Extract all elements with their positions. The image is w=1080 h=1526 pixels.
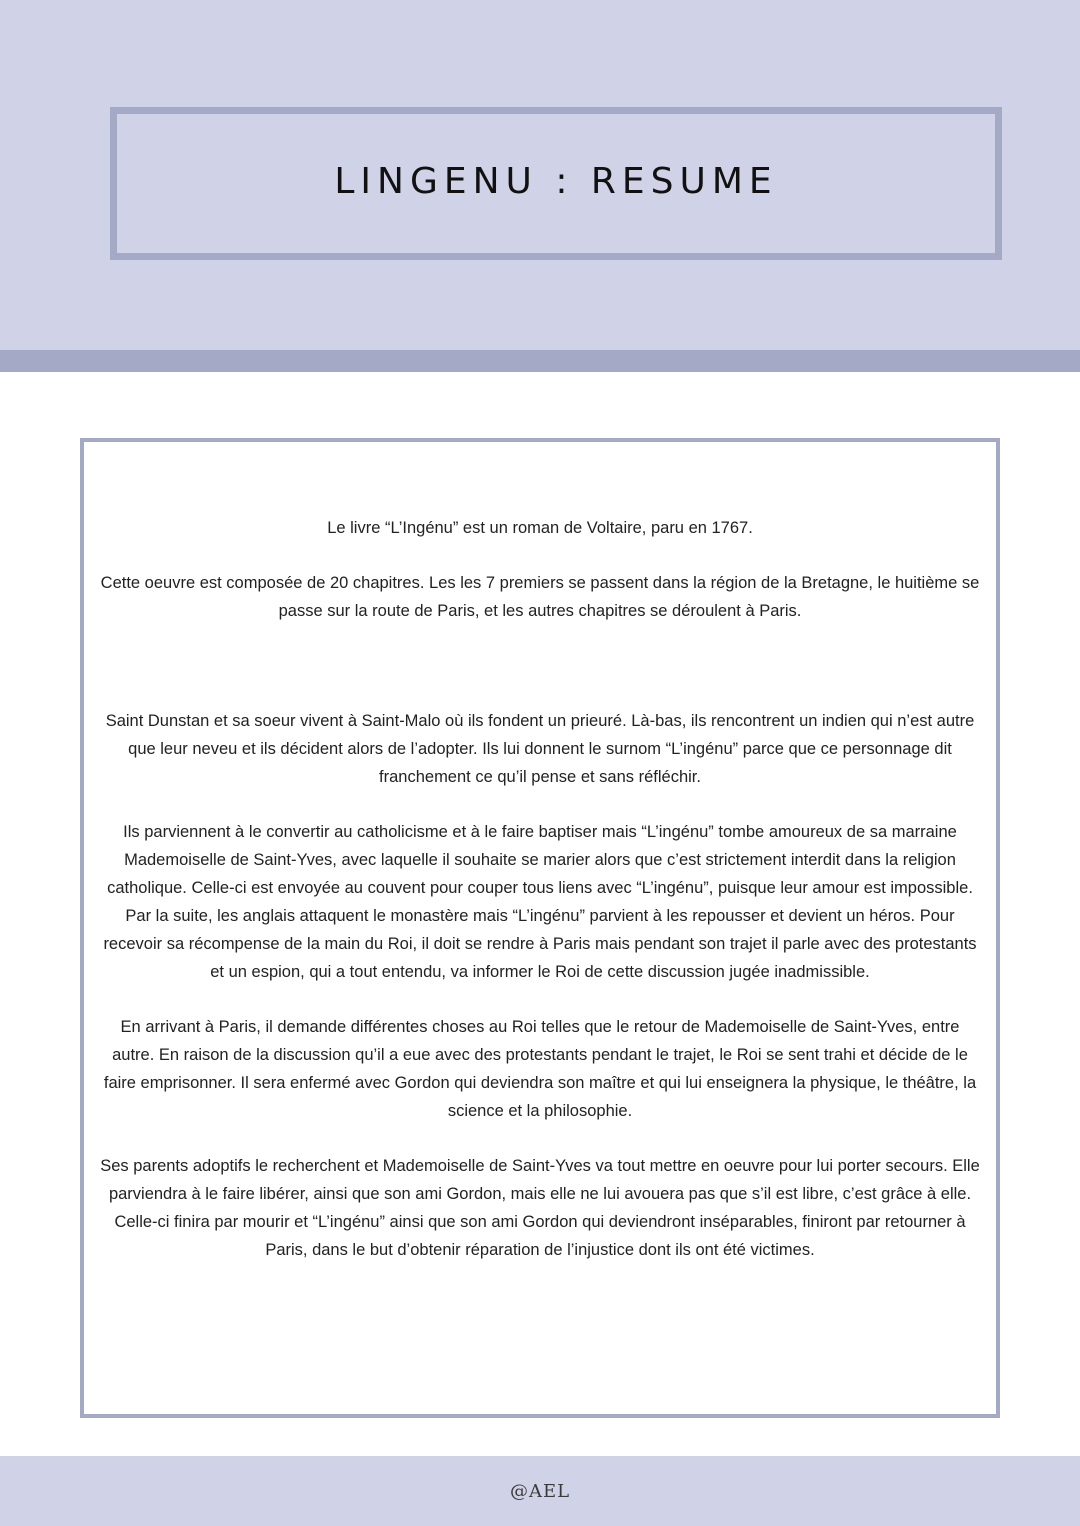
page-title: LINGENU : RESUME: [334, 161, 778, 202]
paragraph-conversion: Ils parviennent à le convertir au catholicisme et à le faire baptiser mais “L’ingénu” tombe amoureux de sa marraine Mademoiselle de Saint-Yves, avec laquelle il souhaite se marier alors que c’est strictement interdit dans la religion catholique. Celle-ci est envoyée au couvent pour couper tous liens avec “L’ingénu”, puisque leur amour est impossible. Par la suite, les anglais attaquent le monastère mais “L’ingénu” parvient à les repousser et devient un héros. Pour recevoir sa récompense de la main du Roi, il doit se rendre à Paris mais pendant son trajet il parle avec des protestants et un espion, qui a tout entendu, va informer le Roi de cette discussion jugée inadmissible.: [103, 823, 977, 981]
paragraph-saint-dunstan: Saint Dunstan et sa soeur vivent à Saint-Malo où ils fondent un prieuré. Là-bas, ils rencontrent un indien qui n’est autre que leur neveu et ils décident alors de l’adopter. Ils lui donnent le surnom “L’ingénu” parce que ce personnage dit franchement ce qu’il pense et sans réfléchir.: [105, 712, 975, 786]
paragraph-ending: Ses parents adoptifs le recherchent et Mademoiselle de Saint-Yves va tout mettre en oeuvre pour lui porter secours. Elle parviendra à le faire libérer, ainsi que son ami Gordon, mais elle ne lui avouera pas que s’il est libre, c’est grâce à elle. Celle-ci finira par mourir et “L’ingénu” ainsi que son ami Gordon qui deviendront inséparables, finiront par retourner à Paris, dans le but d’obtenir réparation de l’injustice dont ils ont été victimes.: [100, 1157, 980, 1259]
paragraph-structure: Cette oeuvre est composée de 20 chapitres. Les les 7 premiers se passent dans la région de la Bretagne, le huitième se passe sur la route de Paris, et les autres chapitres se déroulent à Paris.: [100, 574, 980, 620]
footer-band: [0, 1456, 1080, 1526]
header-band: [0, 0, 1080, 350]
paragraph-intro: Le livre “L’Ingénu” est un roman de Voltaire, paru en 1767.: [327, 519, 753, 537]
summary-text: [98, 514, 982, 1291]
title-box: [110, 107, 1002, 260]
header-divider: [0, 350, 1080, 372]
author-signature: @AEL: [509, 1480, 571, 1502]
content-card: [80, 438, 1000, 1418]
paragraph-paris: En arrivant à Paris, il demande différentes choses au Roi telles que le retour de Mademoiselle de Saint-Yves, entre autre. En raison de la discussion qu’il a eue avec des protestants pendant le trajet, le Roi se sent trahi et décide de le faire emprisonner. Il sera enfermé avec Gordon qui deviendra son maître et qui lui enseignera la physique, le théâtre, la science et la philosophie.: [103, 1018, 977, 1120]
